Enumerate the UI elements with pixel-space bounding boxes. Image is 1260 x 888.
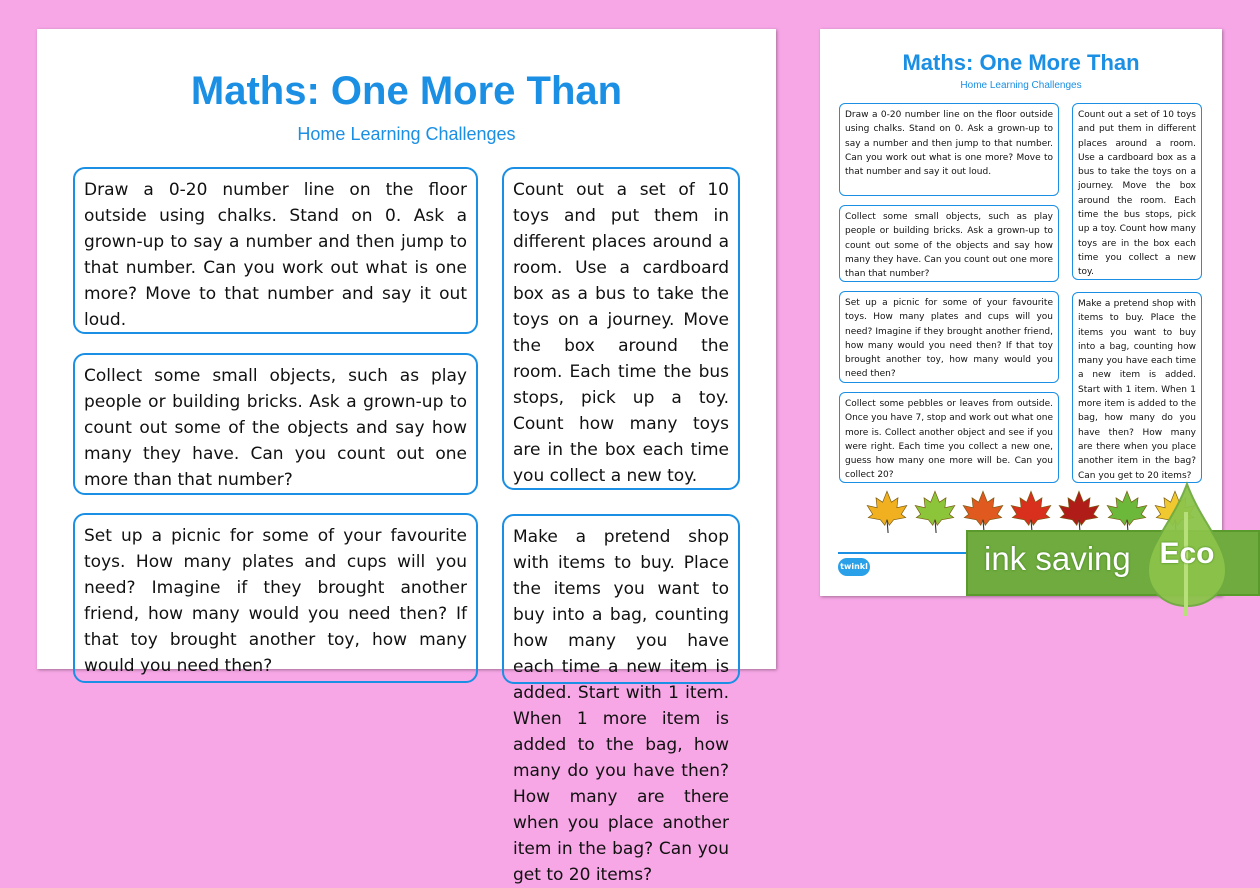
challenge-box: Set up a picnic for some of your favourite toys. How many plates and cups will you need? Imagine if they brought another friend, how many would you need then? If that toy brought another toy, how many would you need then? <box>73 513 478 683</box>
challenge-box: Count out a set of 10 toys and put them in different places around a room. Use a cardboard box as a bus to take the toys on a journey. Move the box around the room. Each time the bus stops, pick up a toy. Count how many toys are in the box each time you collect a new toy. <box>502 167 740 490</box>
challenge-box: Collect some pebbles or leaves from outside. Once you have 7, stop and work out what one more is. Collect another object and see if you were right. Each time you collect a new one, guess how many one more will be. Can you collect 20? <box>839 392 1059 483</box>
challenge-box: Make a pretend shop with items to buy. Place the items you want to buy into a bag, counting how many you have each time a new item is added. Start with 1 item. When 1 more item is added to the bag, how many do you have then? How many are there when you place another item in the bag? Can you get to 20 items? <box>1072 292 1202 483</box>
challenge-box: Count out a set of 10 toys and put them in different places around a room. Use a cardboard box as a bus to take the toys on a journey. Move the box around the room. Each time the bus stops, pick up a toy. Count how many toys are in the box each time you collect a new toy. <box>1072 103 1202 280</box>
challenge-box: Draw a 0-20 number line on the floor outside using chalks. Stand on 0. Ask a grown-up to say a number and then jump to that number. Can you work out what is one more? Move to that number and say it out loud. <box>73 167 478 334</box>
challenge-box: Make a pretend shop with items to buy. Place the items you want to buy into a bag, counting how many you have each time a new item is added. Start with 1 item. When 1 more item is added to the bag, how many do you have then? How many are there when you place another item in the bag? Can you get to 20 items? <box>502 514 740 684</box>
maple-leaf-icon <box>865 489 909 533</box>
page-subtitle: Home Learning Challenges <box>297 124 516 144</box>
maple-leaf-icon <box>961 489 1005 533</box>
twinkl-logo: twinkl <box>838 558 870 576</box>
page-title: Maths: One More Than <box>190 69 623 113</box>
challenge-box: Collect some small objects, such as play people or building bricks. Ask a grown-up to count out some of the objects and say how many they have. Can you count out one more than that number? <box>73 353 478 495</box>
ink-saving-label: ink saving <box>984 540 1131 577</box>
maple-leaf-icon <box>1057 489 1101 533</box>
page-title-small: Maths: One More Than <box>902 50 1140 75</box>
maple-leaf-icon <box>1105 489 1149 533</box>
challenge-box: Draw a 0-20 number line on the floor outside using chalks. Stand on 0. Ask a grown-up to say a number and then jump to that number. Can you work out what is one more? Move to that number and say it out loud. <box>839 103 1059 196</box>
eco-drop-icon <box>1146 482 1228 616</box>
maple-leaf-icon <box>913 489 957 533</box>
worksheet-preview-large <box>37 29 776 885</box>
eco-label: Eco <box>1159 537 1215 570</box>
maple-leaf-icon <box>1009 489 1053 533</box>
challenge-box: Collect some small objects, such as play people or building bricks. Ask a grown-up to count out some of the objects and say how many they have. Can you count out one more than that number? <box>839 205 1059 282</box>
challenge-box: Set up a picnic for some of your favourite toys. How many plates and cups will you need? Imagine if they brought another friend, how many would you need then? If that toy brought another toy, how many would you need then? <box>839 291 1059 383</box>
page-subtitle-small: Home Learning Challenges <box>960 80 1082 91</box>
